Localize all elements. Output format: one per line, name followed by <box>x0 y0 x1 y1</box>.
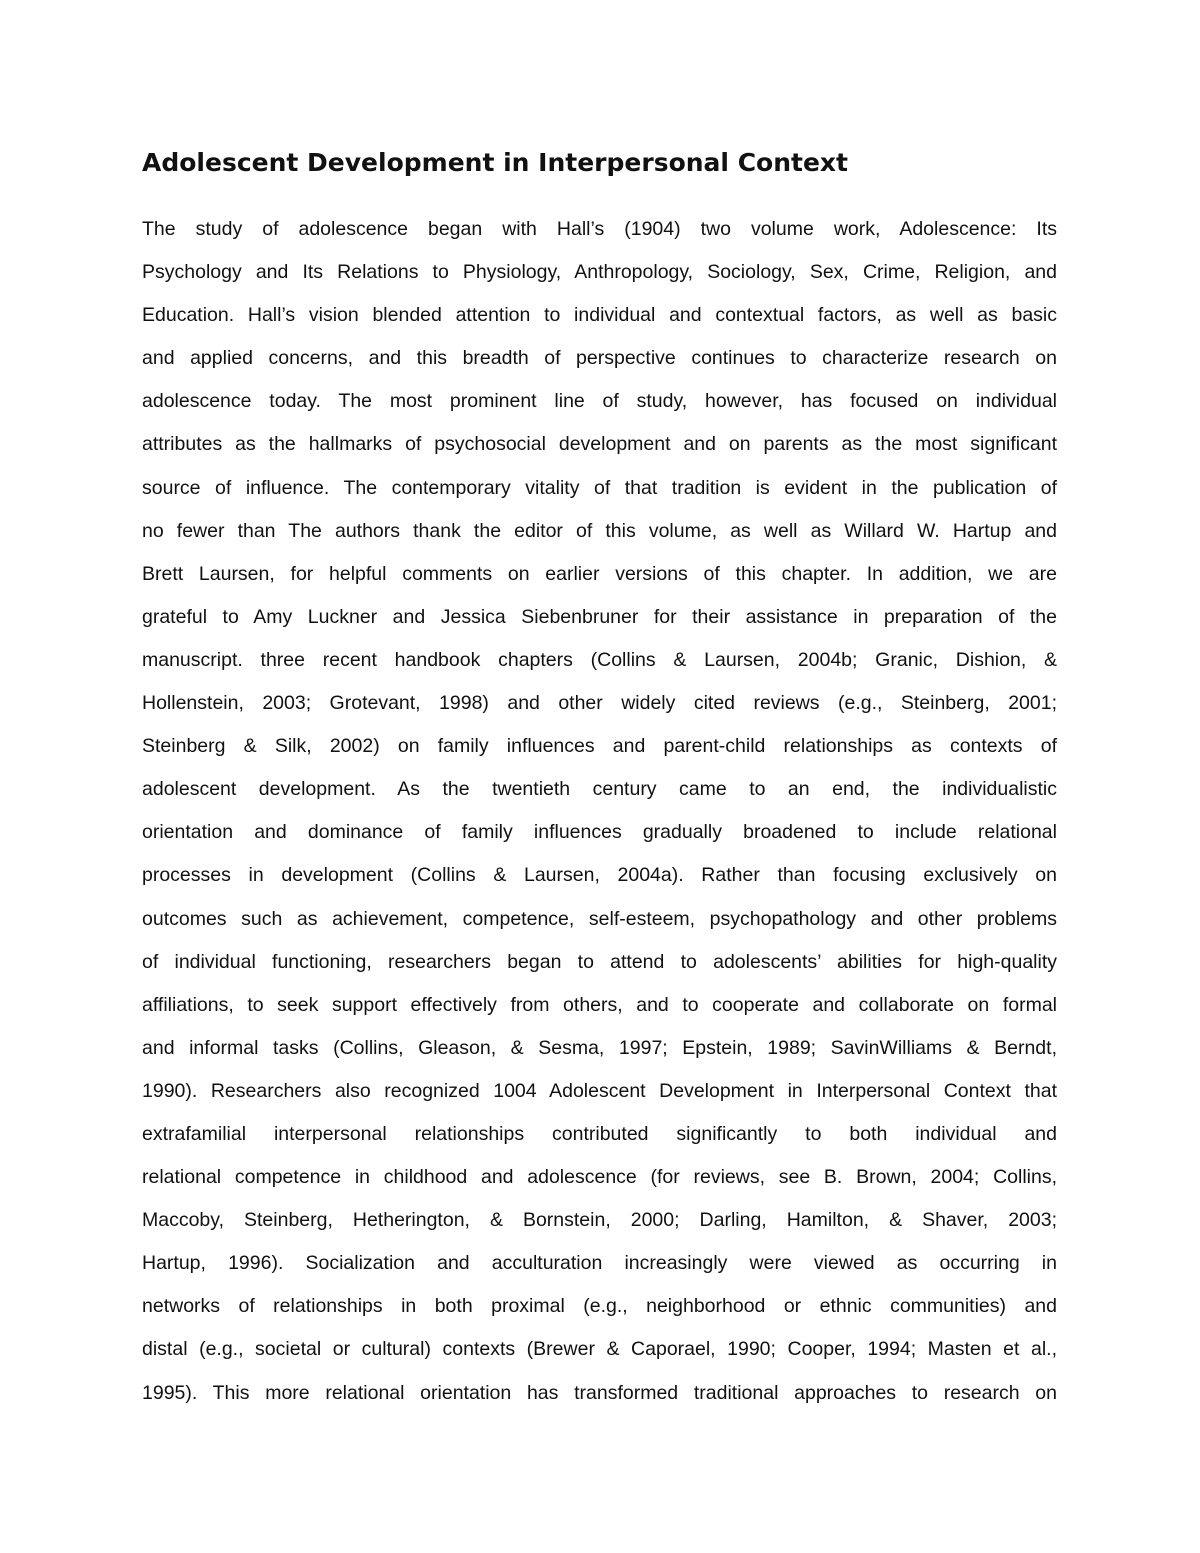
body-line: Hollenstein, 2003; Grotevant, 1998) and other widely cited reviews (e.g., Steinberg, 2001; <box>142 692 1057 715</box>
document-body <box>142 208 1057 1415</box>
body-line: no fewer than The authors thank the editor of this volume, as well as Willard W. Hartup and <box>142 519 1057 542</box>
body-line: and applied concerns, and this breadth of perspective continues to characterize research on <box>142 347 1057 370</box>
body-line: 1995). This more relational orientation has transformed traditional approaches to research on <box>142 1381 1057 1404</box>
document-title: Adolescent Development in Interpersonal Context <box>142 148 848 177</box>
body-line: 1990). Researchers also recognized 1004 Adolescent Development in Interpersonal Context that <box>142 1079 1057 1102</box>
body-line: outcomes such as achievement, competence, self-esteem, psychopathology and other problems <box>142 907 1057 930</box>
body-line: grateful to Amy Luckner and Jessica Siebenbruner for their assistance in preparation of the <box>142 605 1057 628</box>
body-line: attributes as the hallmarks of psychosocial development and on parents as the most significant <box>142 433 1057 456</box>
body-line: orientation and dominance of family influences gradually broadened to include relational <box>142 821 1057 844</box>
body-line: processes in development (Collins & Laursen, 2004a). Rather than focusing exclusively on <box>142 864 1057 887</box>
body-line: adolescence today. The most prominent line of study, however, has focused on individual <box>142 390 1057 413</box>
body-line: relational competence in childhood and adolescence (for reviews, see B. Brown, 2004; Collins, <box>142 1166 1057 1189</box>
body-line: affiliations, to seek support effectively from others, and to cooperate and collaborate on formal <box>142 993 1057 1016</box>
body-line: Psychology and Its Relations to Physiology, Anthropology, Sociology, Sex, Crime, Religion, and <box>142 261 1057 284</box>
body-line: adolescent development. As the twentieth century came to an end, the individualistic <box>142 778 1057 801</box>
body-line: extrafamilial interpersonal relationships contributed significantly to both individual and <box>142 1122 1057 1145</box>
body-line: source of influence. The contemporary vitality of that tradition is evident in the publication of <box>142 476 1057 499</box>
body-line: Maccoby, Steinberg, Hetherington, & Bornstein, 2000; Darling, Hamilton, & Shaver, 2003; <box>142 1209 1057 1232</box>
body-line: Hartup, 1996). Socialization and acculturation increasingly were viewed as occurring in <box>142 1252 1057 1275</box>
body-line: distal (e.g., societal or cultural) contexts (Brewer & Caporael, 1990; Cooper, 1994; Masten et al., <box>142 1338 1057 1361</box>
body-line: of individual functioning, researchers began to attend to adolescents’ abilities for high-quality <box>142 950 1057 973</box>
body-line: Brett Laursen, for helpful comments on earlier versions of this chapter. In addition, we are <box>142 562 1057 585</box>
body-line: networks of relationships in both proximal (e.g., neighborhood or ethnic communities) and <box>142 1295 1057 1318</box>
body-line: and informal tasks (Collins, Gleason, & Sesma, 1997; Epstein, 1989; SavinWilliams & Berndt, <box>142 1036 1057 1059</box>
body-line: The study of adolescence began with Hall’s (1904) two volume work, Adolescence: Its <box>142 218 1057 240</box>
body-line: Education. Hall’s vision blended attention to individual and contextual factors, as well as basic <box>142 304 1057 327</box>
body-line: manuscript. three recent handbook chapters (Collins & Laursen, 2004b; Granic, Dishion, & <box>142 648 1057 671</box>
body-line: Steinberg & Silk, 2002) on family influences and parent-child relationships as contexts of <box>142 735 1057 758</box>
